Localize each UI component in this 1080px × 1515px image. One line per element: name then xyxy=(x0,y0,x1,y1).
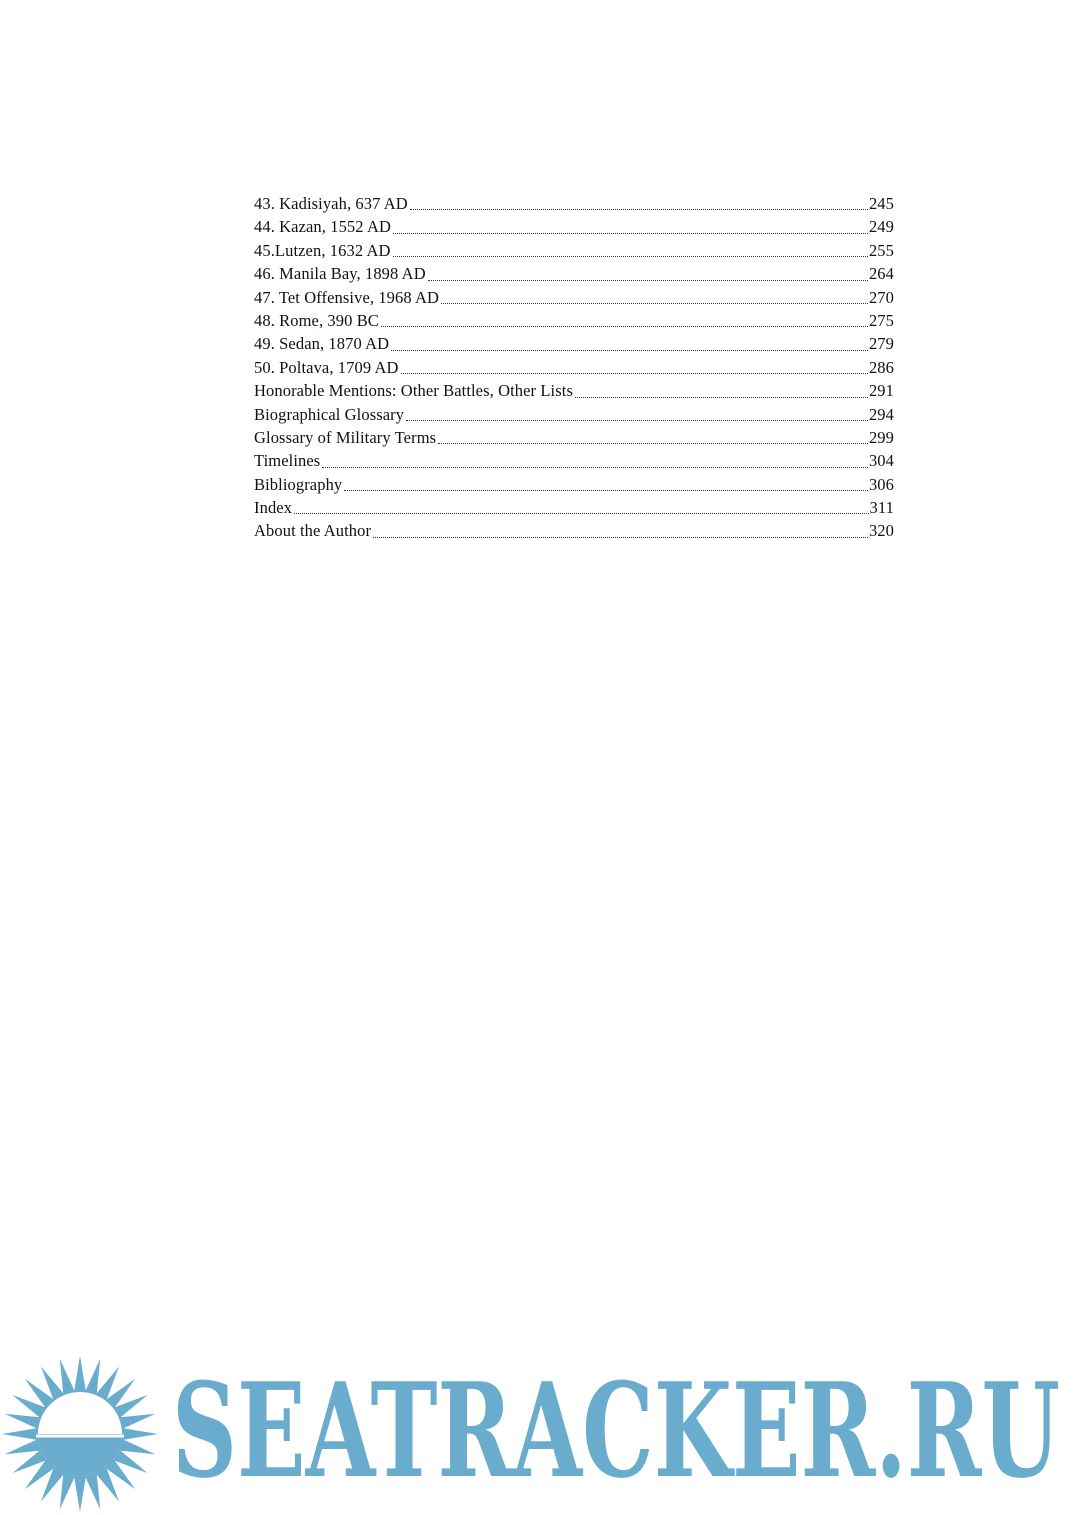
seatracker-watermark xyxy=(0,1352,1080,1515)
toc-entry[interactable] xyxy=(254,496,894,519)
toc-dot-leader xyxy=(393,256,868,257)
toc-dot-leader xyxy=(428,280,868,281)
sun-logo-icon xyxy=(2,1356,158,1512)
toc-dot-leader xyxy=(575,397,868,398)
toc-entry-page: 245 xyxy=(868,194,894,213)
toc-entry[interactable] xyxy=(254,403,894,426)
toc-entry[interactable] xyxy=(254,309,894,332)
toc-entry[interactable] xyxy=(254,356,894,379)
toc-entry-title: Glossary of Military Terms xyxy=(254,427,437,447)
toc-entry-title: 46. Manila Bay, 1898 AD xyxy=(254,264,426,284)
toc-dot-leader xyxy=(438,443,868,444)
toc-entry[interactable] xyxy=(254,215,894,238)
table-of-contents xyxy=(254,192,894,543)
toc-entry-page: 299 xyxy=(868,427,894,447)
toc-entry[interactable] xyxy=(254,519,894,542)
toc-entry-title: 43. Kadisiyah, 637 AD xyxy=(254,194,408,213)
toc-entry[interactable] xyxy=(254,192,894,215)
toc-entry-title: Bibliography xyxy=(254,474,343,494)
toc-dot-leader xyxy=(391,350,868,351)
toc-entry-page: 255 xyxy=(868,240,894,260)
toc-dot-leader xyxy=(406,420,868,421)
toc-entry[interactable] xyxy=(254,473,894,496)
toc-entry[interactable] xyxy=(254,379,894,402)
toc-entry-title: 49. Sedan, 1870 AD xyxy=(254,334,390,354)
toc-entry-title: 50. Poltava, 1709 AD xyxy=(254,357,399,377)
watermark-text: SEATRACKER.RU xyxy=(172,1354,1060,1507)
toc-entry-title: Timelines xyxy=(254,451,321,471)
toc-dot-leader xyxy=(401,373,868,374)
toc-entry[interactable] xyxy=(254,286,894,309)
toc-entry-page: 249 xyxy=(868,217,894,237)
toc-dot-leader xyxy=(373,537,868,538)
toc-entry-title: 45.Lutzen, 1632 AD xyxy=(254,240,391,260)
toc-entry-title: Biographical Glossary xyxy=(254,404,405,424)
toc-entry-page: 286 xyxy=(868,357,894,377)
toc-entry-page: 264 xyxy=(868,264,894,284)
toc-dot-leader xyxy=(322,467,868,468)
toc-entry-page: 279 xyxy=(868,334,894,354)
toc-entry-title: 48. Rome, 390 BC xyxy=(254,310,379,330)
toc-entry-page: 275 xyxy=(868,310,894,330)
toc-entry-title: Honorable Mentions: Other Battles, Other Lists xyxy=(254,381,573,401)
toc-entry-page: 294 xyxy=(868,404,894,424)
toc-dot-leader xyxy=(381,326,868,327)
toc-entry-page: 311 xyxy=(869,498,894,518)
toc-entry[interactable] xyxy=(254,426,894,449)
toc-entry[interactable] xyxy=(254,239,894,262)
toc-entry-title: About the Author xyxy=(254,521,372,541)
toc-dot-leader xyxy=(441,303,868,304)
toc-entry-page: 291 xyxy=(868,381,894,401)
toc-entry-page: 304 xyxy=(868,451,894,471)
toc-entry[interactable] xyxy=(254,449,894,472)
toc-entry[interactable] xyxy=(254,262,894,285)
toc-entry-title: 47. Tet Offensive, 1968 AD xyxy=(254,287,440,307)
toc-entry-title: 44. Kazan, 1552 AD xyxy=(254,217,391,237)
toc-entry[interactable] xyxy=(254,332,894,355)
toc-entry-page: 306 xyxy=(868,474,894,494)
toc-dot-leader xyxy=(344,490,868,491)
toc-dot-leader xyxy=(410,209,868,210)
toc-entry-page: 320 xyxy=(868,521,894,541)
toc-entry-page: 270 xyxy=(868,287,894,307)
toc-dot-leader xyxy=(393,233,868,234)
toc-entry-title: Index xyxy=(254,498,293,518)
toc-dot-leader xyxy=(294,513,868,514)
